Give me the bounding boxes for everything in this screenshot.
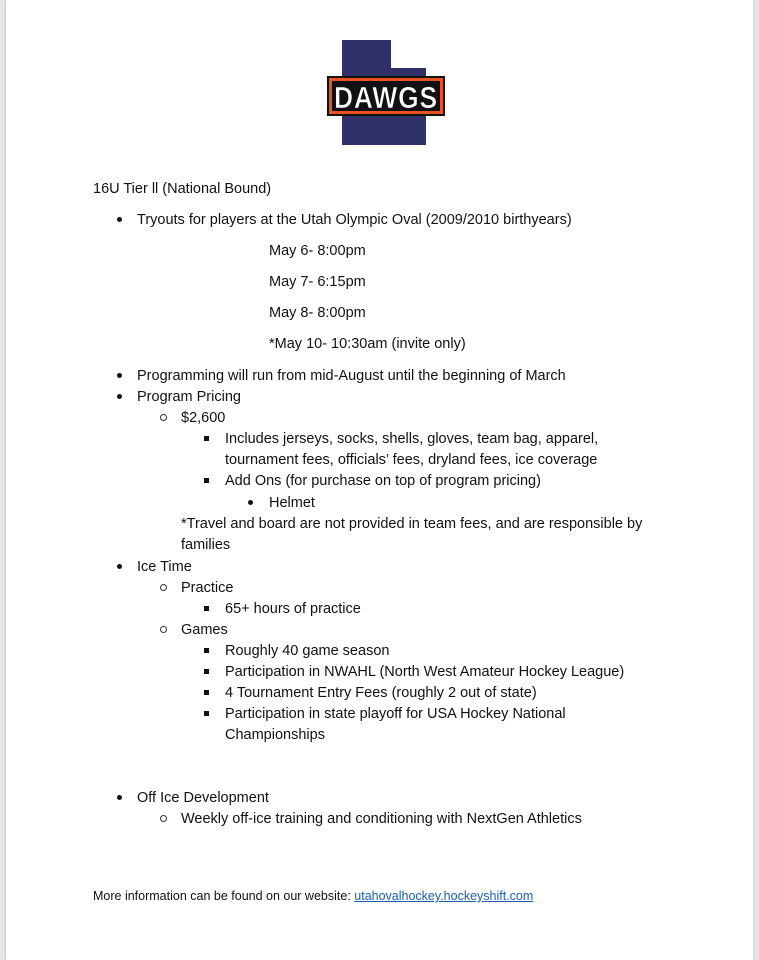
addons-item: Add Ons (for purchase on top of program pricing) <box>225 473 541 489</box>
games-detail: Participation in state playoff for USA Hockey National <box>225 706 566 722</box>
games-detail-continuation: Championships <box>225 727 325 743</box>
circle-bullet-icon <box>160 584 167 591</box>
tryout-date: *May 10- 10:30am (invite only) <box>269 336 466 352</box>
footer-text: More information can be found on our website: <box>93 889 355 903</box>
document-title: 16U Tier ll (National Bound) <box>93 181 272 197</box>
dawgs-logo <box>321 38 451 148</box>
bullet-icon <box>117 394 122 399</box>
document-page <box>6 0 753 960</box>
bullet-icon <box>248 500 253 505</box>
programming-item: Programming will run from mid-August until the beginning of March <box>137 368 566 384</box>
bullet-icon <box>117 564 122 569</box>
games-item: Games <box>181 622 228 638</box>
tryout-date: May 6- 8:00pm <box>269 243 366 259</box>
square-bullet-icon <box>204 436 209 441</box>
includes-line: Includes jerseys, socks, shells, gloves, team bag, apparel, <box>225 431 599 447</box>
pricing-item: Program Pricing <box>137 389 241 405</box>
tryout-date: May 7- 6:15pm <box>269 274 366 290</box>
tryout-date: May 8- 8:00pm <box>269 305 366 321</box>
travel-note: *Travel and board are not provided in team fees, and are responsible by <box>181 516 643 532</box>
circle-bullet-icon <box>160 414 167 421</box>
square-bullet-icon <box>204 690 209 695</box>
square-bullet-icon <box>204 711 209 716</box>
bullet-icon <box>117 795 122 800</box>
tryouts-item: Tryouts for players at the Utah Olympic Oval (2009/2010 birthyears) <box>137 212 572 228</box>
includes-line: tournament fees, officials’ fees, dryland fees, ice coverage <box>225 452 598 468</box>
circle-bullet-icon <box>160 815 167 822</box>
footer-note <box>93 887 533 905</box>
svg-text:DAWGS: DAWGS <box>334 80 438 115</box>
bullet-icon <box>117 373 122 378</box>
addon-helmet: Helmet <box>269 495 315 511</box>
price-value: $2,600 <box>181 410 226 426</box>
website-link[interactable]: utahovalhockey.hockeyshift.com <box>354 889 534 903</box>
practice-detail: 65+ hours of practice <box>225 601 361 617</box>
square-bullet-icon <box>204 669 209 674</box>
practice-item: Practice <box>181 580 234 596</box>
square-bullet-icon <box>204 606 209 611</box>
circle-bullet-icon <box>160 626 167 633</box>
travel-note: families <box>181 537 231 553</box>
square-bullet-icon <box>204 648 209 653</box>
bullet-icon <box>117 217 122 222</box>
games-detail: 4 Tournament Entry Fees (roughly 2 out of state) <box>225 685 537 701</box>
ice-time-item: Ice Time <box>137 559 192 575</box>
games-detail: Roughly 40 game season <box>225 643 390 659</box>
square-bullet-icon <box>204 478 209 483</box>
off-ice-detail: Weekly off-ice training and conditioning with NextGen Athletics <box>181 811 582 827</box>
games-detail: Participation in NWAHL (North West Amateur Hockey League) <box>225 664 625 680</box>
off-ice-item: Off Ice Development <box>137 790 269 806</box>
